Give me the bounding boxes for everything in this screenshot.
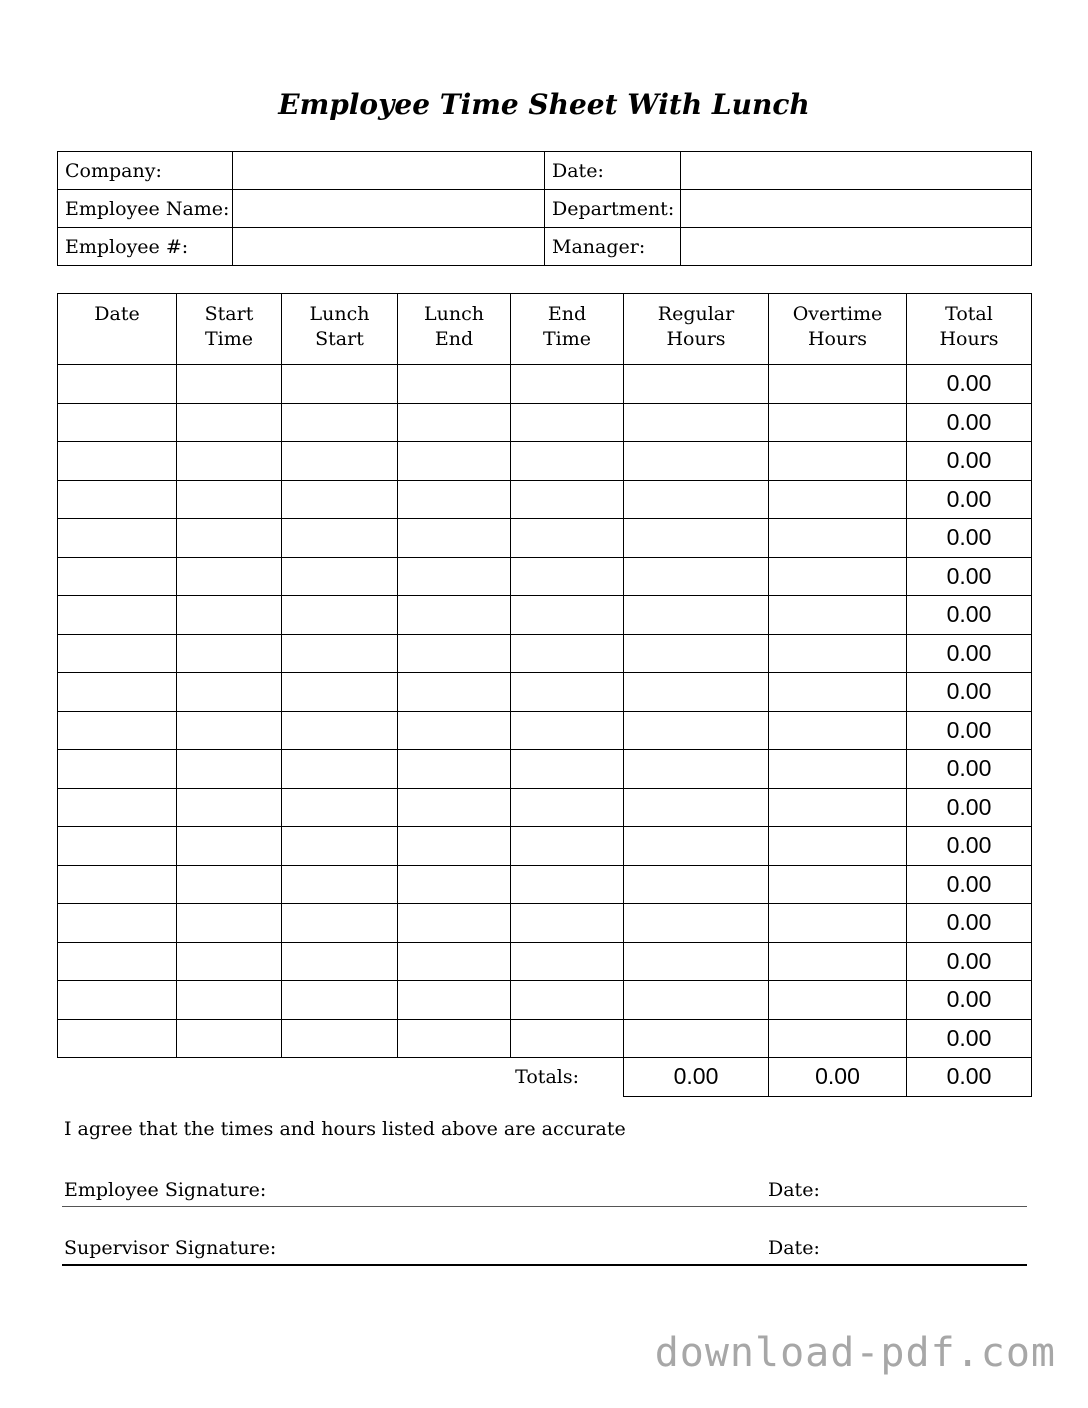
department-label: Department: <box>545 190 681 228</box>
supervisor-signature-date-label: Date: <box>768 1237 820 1259</box>
date-cell[interactable] <box>58 981 177 1020</box>
regular-hours-cell[interactable] <box>624 673 769 712</box>
agreement-statement: I agree that the times and hours listed above are accurate <box>64 1118 626 1140</box>
employee-signature-line[interactable] <box>62 1172 1027 1207</box>
overtime-hours-cell[interactable] <box>769 557 907 596</box>
regular-hours-cell[interactable] <box>624 557 769 596</box>
total-hours-cell: 0.00 <box>907 942 1032 981</box>
lunch-end-cell[interactable] <box>398 403 511 442</box>
date-label: Date: <box>545 152 681 190</box>
overtime-hours-cell[interactable] <box>769 788 907 827</box>
manager-label: Manager: <box>545 228 681 266</box>
lunch-end-cell[interactable] <box>398 673 511 712</box>
end-time-cell[interactable] <box>511 403 624 442</box>
overtime-hours-cell[interactable] <box>769 673 907 712</box>
start-time-cell[interactable] <box>177 788 282 827</box>
table-row <box>58 981 1032 1020</box>
table-row <box>58 711 1032 750</box>
total-hours-cell: 0.00 <box>907 788 1032 827</box>
lunch-start-cell[interactable] <box>282 519 398 558</box>
info-row <box>58 152 1032 190</box>
lunch-end-cell[interactable] <box>398 942 511 981</box>
total-hours-cell: 0.00 <box>907 442 1032 481</box>
lunch-start-cell[interactable] <box>282 442 398 481</box>
table-row <box>58 596 1032 635</box>
totals-label: Totals: <box>515 1066 579 1088</box>
regular-hours-cell[interactable] <box>624 942 769 981</box>
start-time-cell[interactable] <box>177 673 282 712</box>
end-time-cell[interactable] <box>511 981 624 1020</box>
overtime-hours-cell[interactable] <box>769 365 907 404</box>
company-field[interactable] <box>233 152 545 190</box>
table-row <box>58 750 1032 789</box>
end-time-cell[interactable] <box>511 519 624 558</box>
end-time-cell[interactable] <box>511 827 624 866</box>
lunch-start-cell[interactable] <box>282 788 398 827</box>
table-row <box>58 519 1032 558</box>
total-hours-cell: 0.00 <box>907 711 1032 750</box>
date-cell[interactable] <box>58 750 177 789</box>
header-row <box>58 294 1032 365</box>
col-lunch-end-header: Lunch End <box>398 294 511 365</box>
col-start-time-header: Start Time <box>177 294 282 365</box>
employee-signature-date-label: Date: <box>768 1179 820 1201</box>
end-time-cell[interactable] <box>511 673 624 712</box>
end-time-cell[interactable] <box>511 904 624 943</box>
regular-hours-cell[interactable] <box>624 480 769 519</box>
employee-name-label: Employee Name: <box>58 190 233 228</box>
overtime-hours-cell[interactable] <box>769 480 907 519</box>
overtime-hours-cell[interactable] <box>769 865 907 904</box>
start-time-cell[interactable] <box>177 1019 282 1058</box>
regular-hours-cell[interactable] <box>624 750 769 789</box>
start-time-cell[interactable] <box>177 442 282 481</box>
lunch-start-cell[interactable] <box>282 865 398 904</box>
employee-number-field[interactable] <box>233 228 545 266</box>
end-time-cell[interactable] <box>511 1019 624 1058</box>
employee-name-field[interactable] <box>233 190 545 228</box>
end-time-cell[interactable] <box>511 711 624 750</box>
total-hours-cell: 0.00 <box>907 750 1032 789</box>
table-row <box>58 904 1032 943</box>
start-time-cell[interactable] <box>177 942 282 981</box>
col-overtime-hours-header: Overtime Hours <box>769 294 907 365</box>
lunch-start-cell[interactable] <box>282 596 398 635</box>
total-hours-cell: 0.00 <box>907 634 1032 673</box>
grand-total-hours: 0.00 <box>907 1058 1032 1097</box>
employee-number-label: Employee #: <box>58 228 233 266</box>
regular-hours-cell[interactable] <box>624 365 769 404</box>
date-cell[interactable] <box>58 596 177 635</box>
table-row <box>58 942 1032 981</box>
info-row <box>58 228 1032 266</box>
lunch-end-cell[interactable] <box>398 788 511 827</box>
lunch-start-cell[interactable] <box>282 634 398 673</box>
start-time-cell[interactable] <box>177 904 282 943</box>
regular-hours-cell[interactable] <box>624 827 769 866</box>
total-hours-cell: 0.00 <box>907 480 1032 519</box>
table-row <box>58 480 1032 519</box>
start-time-cell[interactable] <box>177 865 282 904</box>
start-time-cell[interactable] <box>177 365 282 404</box>
lunch-end-cell[interactable] <box>398 634 511 673</box>
table-row <box>58 403 1032 442</box>
table-row <box>58 827 1032 866</box>
manager-field[interactable] <box>681 228 1032 266</box>
start-time-cell[interactable] <box>177 711 282 750</box>
date-cell[interactable] <box>58 865 177 904</box>
lunch-end-cell[interactable] <box>398 557 511 596</box>
total-hours-cell: 0.00 <box>907 865 1032 904</box>
lunch-end-cell[interactable] <box>398 981 511 1020</box>
lunch-end-cell[interactable] <box>398 1019 511 1058</box>
end-time-cell[interactable] <box>511 750 624 789</box>
overtime-hours-cell[interactable] <box>769 1019 907 1058</box>
overtime-hours-cell[interactable] <box>769 519 907 558</box>
total-hours-cell: 0.00 <box>907 904 1032 943</box>
regular-hours-cell[interactable] <box>624 981 769 1020</box>
watermark: download-pdf.com <box>654 1330 1056 1376</box>
supervisor-signature-line[interactable] <box>62 1230 1027 1266</box>
col-total-hours-header: Total Hours <box>907 294 1032 365</box>
lunch-start-cell[interactable] <box>282 942 398 981</box>
lunch-start-cell[interactable] <box>282 1019 398 1058</box>
lunch-start-cell[interactable] <box>282 673 398 712</box>
regular-hours-cell[interactable] <box>624 519 769 558</box>
lunch-start-cell[interactable] <box>282 904 398 943</box>
start-time-cell[interactable] <box>177 519 282 558</box>
company-label: Company: <box>58 152 233 190</box>
lunch-end-cell[interactable] <box>398 865 511 904</box>
table-row <box>58 788 1032 827</box>
table-row <box>58 557 1032 596</box>
date-cell[interactable] <box>58 480 177 519</box>
lunch-start-cell[interactable] <box>282 480 398 519</box>
regular-hours-cell[interactable] <box>624 865 769 904</box>
totals-row <box>58 1058 1032 1097</box>
lunch-end-cell[interactable] <box>398 711 511 750</box>
end-time-cell[interactable] <box>511 788 624 827</box>
table-row <box>58 1019 1032 1058</box>
overtime-hours-cell[interactable] <box>769 634 907 673</box>
table-row <box>58 634 1032 673</box>
table-row <box>58 365 1032 404</box>
total-hours-cell: 0.00 <box>907 557 1032 596</box>
total-hours-cell: 0.00 <box>907 1019 1032 1058</box>
overtime-hours-cell[interactable] <box>769 750 907 789</box>
table-row <box>58 865 1032 904</box>
date-cell[interactable] <box>58 788 177 827</box>
lunch-start-cell[interactable] <box>282 365 398 404</box>
start-time-cell[interactable] <box>177 403 282 442</box>
start-time-cell[interactable] <box>177 981 282 1020</box>
page-title: Employee Time Sheet With Lunch <box>278 88 810 121</box>
date-cell[interactable] <box>58 673 177 712</box>
end-time-cell[interactable] <box>511 365 624 404</box>
table-row <box>58 673 1032 712</box>
employee-info-table <box>57 151 1032 266</box>
date-cell[interactable] <box>58 365 177 404</box>
date-cell[interactable] <box>58 904 177 943</box>
end-time-cell[interactable] <box>511 557 624 596</box>
lunch-start-cell[interactable] <box>282 711 398 750</box>
lunch-start-cell[interactable] <box>282 750 398 789</box>
date-cell[interactable] <box>58 519 177 558</box>
date-cell[interactable] <box>58 942 177 981</box>
total-hours-cell: 0.00 <box>907 403 1032 442</box>
date-cell[interactable] <box>58 557 177 596</box>
end-time-cell[interactable] <box>511 442 624 481</box>
lunch-start-cell[interactable] <box>282 557 398 596</box>
date-cell[interactable] <box>58 1019 177 1058</box>
employee-signature-label: Employee Signature: <box>64 1179 267 1201</box>
lunch-start-cell[interactable] <box>282 981 398 1020</box>
regular-hours-cell[interactable] <box>624 711 769 750</box>
total-hours-cell: 0.00 <box>907 365 1032 404</box>
total-hours-cell: 0.00 <box>907 981 1032 1020</box>
regular-hours-cell[interactable] <box>624 634 769 673</box>
lunch-end-cell[interactable] <box>398 519 511 558</box>
info-row <box>58 190 1032 228</box>
end-time-cell[interactable] <box>511 480 624 519</box>
date-cell[interactable] <box>58 403 177 442</box>
start-time-cell[interactable] <box>177 634 282 673</box>
col-regular-hours-header: Regular Hours <box>624 294 769 365</box>
date-cell[interactable] <box>58 442 177 481</box>
overtime-hours-cell[interactable] <box>769 981 907 1020</box>
lunch-end-cell[interactable] <box>398 365 511 404</box>
overtime-hours-cell[interactable] <box>769 596 907 635</box>
lunch-end-cell[interactable] <box>398 442 511 481</box>
date-cell[interactable] <box>58 827 177 866</box>
overtime-hours-cell[interactable] <box>769 827 907 866</box>
start-time-cell[interactable] <box>177 557 282 596</box>
total-hours-cell: 0.00 <box>907 827 1032 866</box>
total-regular-hours: 0.00 <box>624 1058 769 1097</box>
lunch-end-cell[interactable] <box>398 480 511 519</box>
overtime-hours-cell[interactable] <box>769 442 907 481</box>
overtime-hours-cell[interactable] <box>769 403 907 442</box>
date-field[interactable] <box>681 152 1032 190</box>
regular-hours-cell[interactable] <box>624 904 769 943</box>
lunch-end-cell[interactable] <box>398 596 511 635</box>
regular-hours-cell[interactable] <box>624 596 769 635</box>
lunch-end-cell[interactable] <box>398 904 511 943</box>
date-cell[interactable] <box>58 634 177 673</box>
end-time-cell[interactable] <box>511 942 624 981</box>
start-time-cell[interactable] <box>177 827 282 866</box>
regular-hours-cell[interactable] <box>624 1019 769 1058</box>
table-row <box>58 442 1032 481</box>
end-time-cell[interactable] <box>511 865 624 904</box>
total-hours-cell: 0.00 <box>907 519 1032 558</box>
overtime-hours-cell[interactable] <box>769 711 907 750</box>
regular-hours-cell[interactable] <box>624 403 769 442</box>
date-cell[interactable] <box>58 711 177 750</box>
start-time-cell[interactable] <box>177 596 282 635</box>
department-field[interactable] <box>681 190 1032 228</box>
col-date-header: Date <box>58 294 177 365</box>
lunch-start-cell[interactable] <box>282 403 398 442</box>
end-time-cell[interactable] <box>511 634 624 673</box>
total-overtime-hours: 0.00 <box>769 1058 907 1097</box>
overtime-hours-cell[interactable] <box>769 942 907 981</box>
start-time-cell[interactable] <box>177 480 282 519</box>
supervisor-signature-label: Supervisor Signature: <box>64 1237 277 1259</box>
lunch-start-cell[interactable] <box>282 827 398 866</box>
total-hours-cell: 0.00 <box>907 596 1032 635</box>
lunch-end-cell[interactable] <box>398 827 511 866</box>
col-lunch-start-header: Lunch Start <box>282 294 398 365</box>
start-time-cell[interactable] <box>177 750 282 789</box>
overtime-hours-cell[interactable] <box>769 904 907 943</box>
regular-hours-cell[interactable] <box>624 788 769 827</box>
timesheet-table <box>57 293 1032 1097</box>
col-end-time-header: End Time <box>511 294 624 365</box>
lunch-end-cell[interactable] <box>398 750 511 789</box>
total-hours-cell: 0.00 <box>907 673 1032 712</box>
regular-hours-cell[interactable] <box>624 442 769 481</box>
end-time-cell[interactable] <box>511 596 624 635</box>
